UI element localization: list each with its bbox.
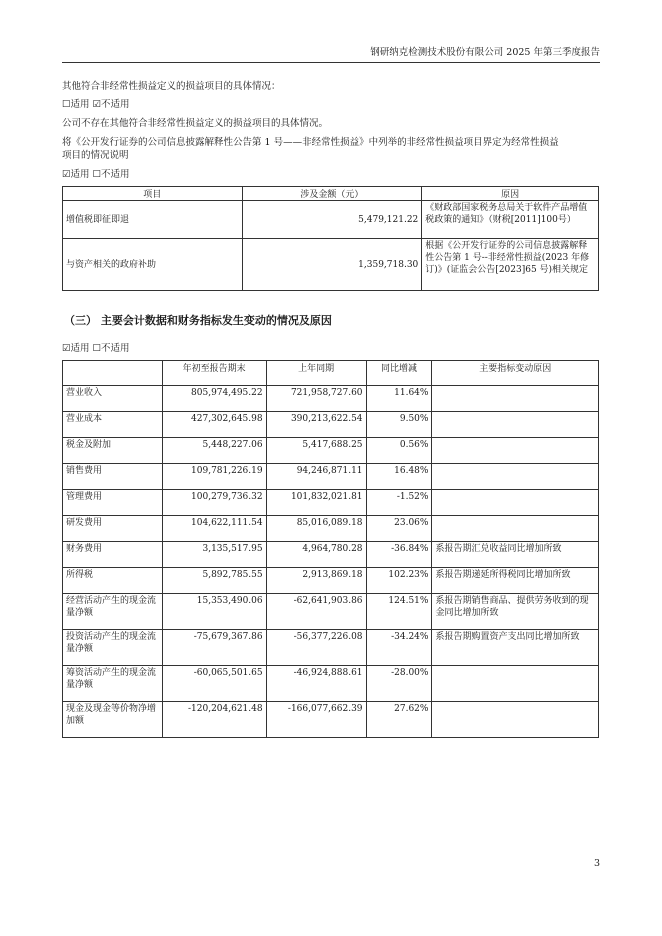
item-cell: 管理费用 [63, 490, 163, 516]
table-header-row [63, 187, 599, 201]
change-cell: -1.52% [366, 490, 432, 516]
prior-cell: 390,213,622.54 [266, 412, 366, 438]
table-row [63, 412, 599, 438]
table-row [63, 702, 599, 738]
column-header: 主要指标变动原因 [432, 361, 599, 386]
page-number: 3 [593, 858, 600, 869]
item-cell: 投资活动产生的现金流量净额 [63, 630, 163, 666]
table-row [63, 464, 599, 490]
column-header: 原因 [422, 187, 599, 201]
prior-cell: -46,924,888.61 [266, 666, 366, 702]
change-cell: -36.84% [366, 542, 432, 568]
prior-cell: -166,077,662.39 [266, 702, 366, 738]
current-cell: 15,353,490.06 [162, 594, 266, 630]
prior-cell: -56,377,226.08 [266, 630, 366, 666]
change-cell: -28.00% [366, 666, 432, 702]
current-cell: 100,279,736.32 [162, 490, 266, 516]
column-header [63, 361, 163, 386]
current-cell: 109,781,226.19 [162, 464, 266, 490]
item-cell: 财务费用 [63, 542, 163, 568]
prior-cell: -62,641,903.86 [266, 594, 366, 630]
column-header: 年初至报告期末 [162, 361, 266, 386]
listed-items-options: ☑适用 ☐不适用 [62, 169, 130, 180]
current-cell: 427,302,645.98 [162, 412, 266, 438]
change-cell: 0.56% [366, 438, 432, 464]
item-cell: 现金及现金等价物净增加额 [63, 702, 163, 738]
other-items-options: ☐适用 ☑不适用 [62, 99, 130, 110]
table-row [63, 201, 599, 239]
table-row [63, 594, 599, 630]
reason-cell: 系报告期销售商品、提供劳务收到的现金同比增加所致 [432, 594, 599, 630]
item-cell: 经营活动产生的现金流量净额 [63, 594, 163, 630]
prior-cell: 94,246,871.11 [266, 464, 366, 490]
reason-cell: 《财政部国家税务总局关于软件产品增值税政策的通知》（财税[2011]100号） [422, 201, 599, 239]
item-cell: 营业收入 [63, 386, 163, 412]
current-cell: -60,065,501.65 [162, 666, 266, 702]
reason-cell [432, 516, 599, 542]
reason-cell [432, 666, 599, 702]
table-row [63, 542, 599, 568]
change-cell: -34.24% [366, 630, 432, 666]
prior-cell: 5,417,688.25 [266, 438, 366, 464]
current-cell: 104,622,111.54 [162, 516, 266, 542]
reason-cell [432, 702, 599, 738]
reason-cell [432, 386, 599, 412]
reason-cell [432, 412, 599, 438]
table-row [63, 490, 599, 516]
current-cell: -75,679,367.86 [162, 630, 266, 666]
change-cell: 102.23% [366, 568, 432, 594]
reason-cell: 系报告期购置资产支出同比增加所致 [432, 630, 599, 666]
reason-cell [432, 438, 599, 464]
column-header: 涉及金额（元） [242, 187, 422, 201]
non-recurring-items-table [62, 186, 599, 291]
current-cell: 805,974,495.22 [162, 386, 266, 412]
table-row [63, 438, 599, 464]
column-header: 同比增减 [366, 361, 432, 386]
listed-items-heading-line1: 将《公开发行证券的公司信息披露解释性公告第 1 号——非经常性损益》中列举的非经常性损益项目界定为经常性损益 [62, 137, 559, 148]
reason-cell [432, 464, 599, 490]
change-cell: 9.50% [366, 412, 432, 438]
current-cell: 3,135,517.95 [162, 542, 266, 568]
other-items-statement: 公司不存在其他符合非经常性损益定义的损益项目的具体情况。 [62, 118, 329, 129]
reason-cell: 系报告期递延所得税同比增加所致 [432, 568, 599, 594]
prior-cell: 2,913,869.18 [266, 568, 366, 594]
item-cell: 研发费用 [63, 516, 163, 542]
page-header-title: 钢研纳克检测技术股份有限公司 2025 年第三季度报告 [370, 47, 600, 58]
table-row [63, 568, 599, 594]
current-cell: 5,448,227.06 [162, 438, 266, 464]
item-cell: 税金及附加 [63, 438, 163, 464]
table-row [63, 516, 599, 542]
change-cell: 11.64% [366, 386, 432, 412]
other-items-heading: 其他符合非经常性损益定义的损益项目的具体情况： [62, 81, 281, 92]
change-cell: 23.06% [366, 516, 432, 542]
table-row [63, 386, 599, 412]
current-cell: 5,892,785.55 [162, 568, 266, 594]
header-rule [62, 62, 600, 63]
item-cell: 营业成本 [63, 412, 163, 438]
column-header: 项目 [63, 187, 243, 201]
section-options: ☑适用 ☐不适用 [62, 343, 130, 354]
reason-cell [432, 490, 599, 516]
item-cell: 筹资活动产生的现金流量净额 [63, 666, 163, 702]
change-cell: 124.51% [366, 594, 432, 630]
table-row [63, 630, 599, 666]
current-cell: -120,204,621.48 [162, 702, 266, 738]
table-header-row [63, 361, 599, 386]
table-row [63, 239, 599, 291]
amount-cell: 1,359,718.30 [242, 239, 422, 291]
prior-cell: 101,832,021.81 [266, 490, 366, 516]
reason-cell: 系报告期汇兑收益同比增加所致 [432, 542, 599, 568]
table-row [63, 666, 599, 702]
item-cell: 销售费用 [63, 464, 163, 490]
item-cell: 所得税 [63, 568, 163, 594]
amount-cell: 5,479,121.22 [242, 201, 422, 239]
change-cell: 16.48% [366, 464, 432, 490]
prior-cell: 4,964,780.28 [266, 542, 366, 568]
prior-cell: 721,958,727.60 [266, 386, 366, 412]
item-cell: 增值税即征即退 [63, 201, 243, 239]
prior-cell: 85,016,089.18 [266, 516, 366, 542]
financial-indicators-table [62, 360, 599, 738]
column-header: 上年同期 [266, 361, 366, 386]
reason-cell: 根据《公开发行证券的公司信息披露解释性公告第 1 号--非经常性损益(2023 年修订)》(证监会公告[2023]65 号)相关规定 [422, 239, 599, 291]
section-title: （三） 主要会计数据和财务指标发生变动的情况及原因 [64, 314, 332, 327]
item-cell: 与资产相关的政府补助 [63, 239, 243, 291]
listed-items-heading-line2: 项目的情况说明 [62, 150, 129, 161]
change-cell: 27.62% [366, 702, 432, 738]
